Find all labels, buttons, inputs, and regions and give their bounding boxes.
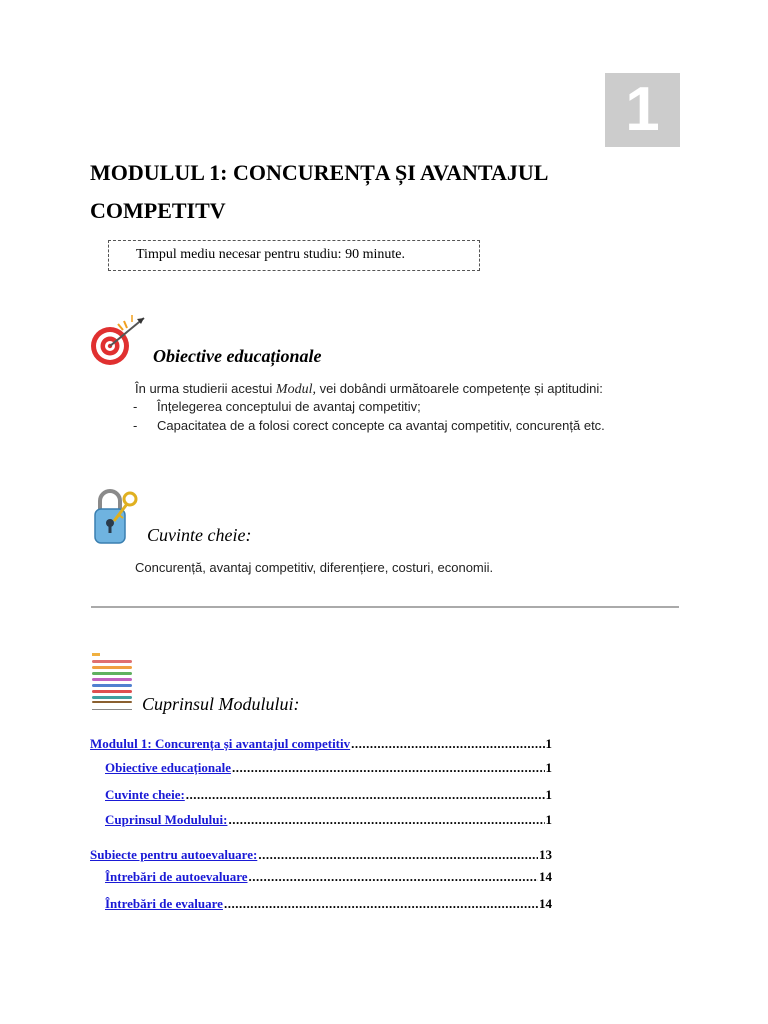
target-arrow-icon	[88, 312, 150, 368]
toc-page-number: 1	[545, 787, 552, 802]
objectives-intro-suffix: vei dobândi următoarele competențe și aptitudini:	[315, 381, 603, 396]
toc-page-number: 14	[539, 896, 552, 911]
toc-entry[interactable]	[90, 736, 552, 752]
toc-page-number: 13	[539, 847, 552, 862]
toc-page-number: 1	[545, 760, 552, 775]
toc-entry[interactable]	[105, 896, 552, 912]
list-item	[133, 418, 693, 437]
toc-link[interactable]: Obiective educaționale	[105, 760, 232, 775]
objectives-intro-italic: Modul,	[275, 382, 316, 397]
page-title: MODULUL 1: CONCURENȚA ȘI AVANTAJUL COMPETITV	[90, 160, 548, 223]
toc-link[interactable]: Întrebări de evaluare	[105, 896, 223, 911]
toc-leader	[224, 896, 538, 912]
toc-link[interactable]: Întrebări de autoevaluare	[105, 869, 248, 884]
toc-leader	[351, 736, 544, 752]
toc-link[interactable]: Modulul 1: Concurența și avantajul competitiv	[90, 736, 351, 751]
toc-leader	[249, 869, 538, 885]
objectives-intro-prefix: În urma studierii acestui	[135, 381, 276, 396]
bullet: -	[133, 399, 138, 414]
toc-entry[interactable]	[105, 760, 552, 776]
list-item	[133, 399, 693, 418]
toc-link[interactable]: Cuvinte cheie:	[105, 787, 185, 802]
keywords-heading: Cuvinte cheie:	[147, 525, 252, 545]
toc-entry[interactable]	[105, 869, 552, 885]
toc-page-number: 1	[545, 812, 552, 827]
toc-link[interactable]: Subiecte pentru autoevaluare:	[90, 847, 258, 862]
objectives-list	[133, 399, 693, 437]
module-number: 1	[625, 75, 660, 144]
module-number-badge	[605, 73, 680, 147]
toc-entry[interactable]	[90, 847, 552, 863]
objective-item: Înțelegerea conceptului de avantaj competitiv;	[157, 399, 421, 414]
stacked-lines-icon	[90, 651, 134, 713]
toc-leader	[228, 812, 544, 828]
toc-entry[interactable]	[105, 787, 552, 803]
section-divider	[91, 606, 679, 608]
toc-link[interactable]: Cuprinsul Modulului:	[105, 812, 228, 827]
toc-leader	[186, 787, 545, 803]
objectives-intro	[135, 381, 675, 398]
objectives-heading: Obiective educaționale	[153, 346, 322, 366]
objective-item: Capacitatea de a folosi corect concepte ca avantaj competitiv, concurență etc.	[157, 418, 605, 433]
keywords-text: Concurență, avantaj competitiv, diferențiere, costuri, economii.	[135, 560, 494, 575]
toc-leader	[258, 847, 538, 863]
study-time-note: Timpul mediu necesar pentru studiu: 90 minute.	[108, 240, 480, 271]
toc-page-number: 1	[545, 736, 552, 751]
toc-entry[interactable]	[105, 812, 552, 828]
contents-heading: Cuprinsul Modulului:	[142, 694, 300, 714]
toc-page-number: 14	[539, 869, 552, 884]
bullet: -	[133, 418, 138, 433]
toc-leader	[232, 760, 544, 776]
padlock-key-icon	[92, 485, 140, 545]
